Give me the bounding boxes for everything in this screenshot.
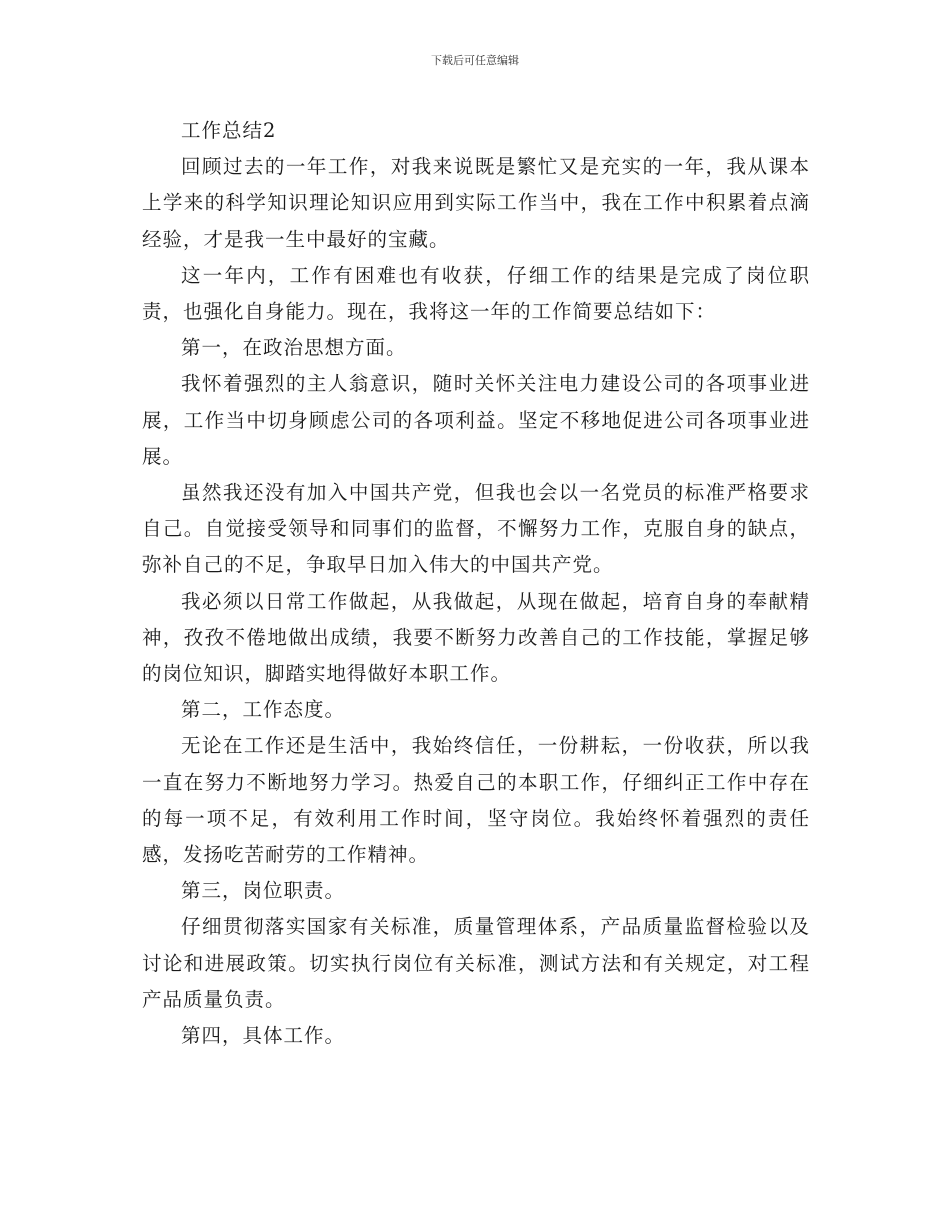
paragraph-party: 虽然我还没有加入中国共产党，但我也会以一名党员的标准严格要求自己。自觉接受领导和同事们的监督，不懈努力工作，克服自身的缺点，弥补自己的不足，争取早日加入伟大的中国共产党。 — [142, 481, 810, 577]
paragraph-year-summary: 这一年内，工作有困难也有收获，仔细工作的结果是完成了岗位职责，也强化自身能力。现在，我将这一年的工作简要总结如下： — [142, 263, 810, 324]
paragraph-review: 回顾过去的一年工作，对我来说既是繁忙又是充实的一年，我从课本上学来的科学知识理论知识应用到实际工作当中，我在工作中积累着点滴经验，才是我一生中最好的宝藏。 — [142, 155, 810, 251]
paragraph-duties: 仔细贯彻落实国家有关标准，质量管理体系，产品质量监督检验以及讨论和进展政策。切实执行岗位有关标准，测试方法和有关规定，对工程产品质量负责。 — [142, 915, 810, 1011]
section-heading-political: 第一，在政治思想方面。 — [181, 336, 407, 360]
section-heading-attitude: 第二，工作态度。 — [181, 698, 346, 722]
section-heading-duties: 第三，岗位职责。 — [181, 879, 346, 903]
paragraph-ownership: 我怀着强烈的主人翁意识，随时关怀关注电力建设公司的各项事业进展，工作当中切身顾虑公司的各项利益。坚定不移地促进公司各项事业进展。 — [142, 372, 810, 468]
page-header: 下载后可任意编辑 — [431, 54, 519, 67]
document-title: 工作总结2 — [181, 119, 277, 142]
paragraph-attitude: 无论在工作还是生活中，我始终信任，一份耕耘，一份收获，所以我一直在努力不断地努力学习。热爱自己的本职工作，仔细纠正工作中存在的每一项不足，有效利用工作时间，坚守岗位。我始终怀着强烈的责任感，发扬吃苦耐劳的工作精神。 — [142, 734, 810, 867]
section-heading-specific-work: 第四，具体工作。 — [181, 1024, 346, 1048]
paragraph-daily-work: 我必须以日常工作做起，从我做起，从现在做起，培育自身的奉献精神，孜孜不倦地做出成绩，我要不断努力改善自己的工作技能，掌握足够的岗位知识，脚踏实地得做好本职工作。 — [142, 589, 810, 686]
document-body — [142, 113, 810, 1054]
